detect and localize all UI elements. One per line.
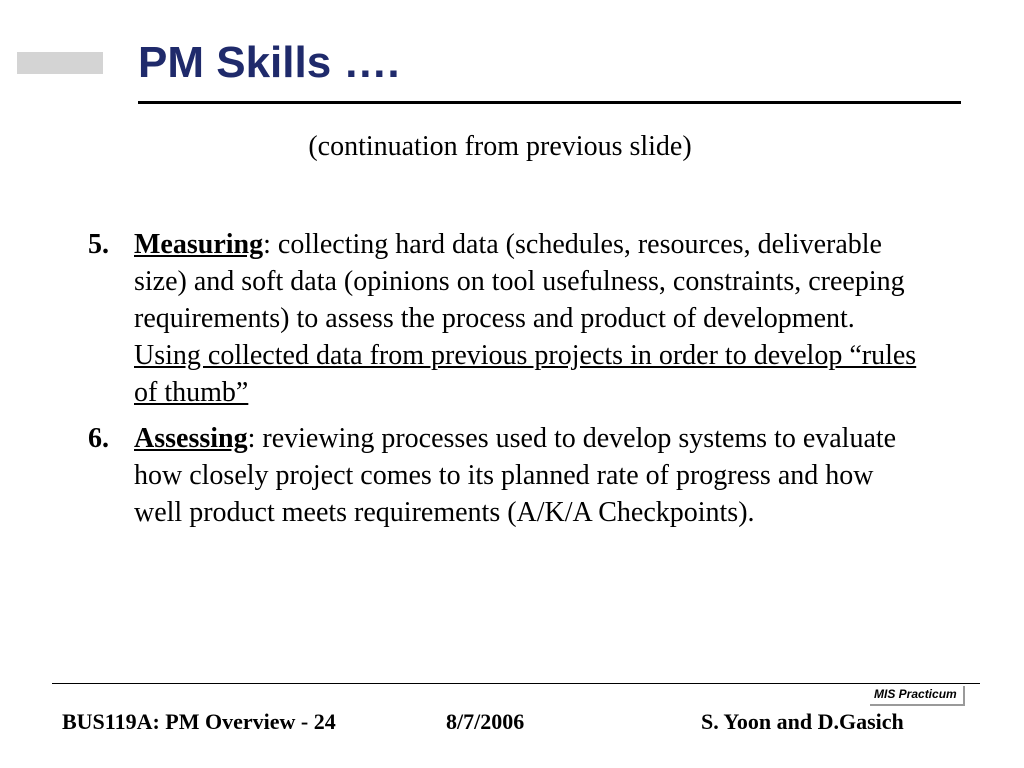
item-text: collecting hard data (schedules, resources, deliverable size) and soft data (opinions on tool usefulness, constraints, creeping requirements) to assess the process and product of development. [134,229,905,334]
title-underline [138,101,961,104]
list-item [88,420,928,531]
footer-course: BUS119A: PM Overview - 24 [62,709,336,734]
footer-badge: MIS Practicum [868,684,963,704]
item-number: 5. [88,229,109,260]
list-item [88,226,928,411]
item-term: Assessing [134,423,248,454]
footer-rule [52,683,980,684]
slide-title: PM Skills …. [138,38,400,87]
slide-subtitle: (continuation from previous slide) [308,131,692,162]
item-text: reviewing processes used to develop systems to evaluate how closely project comes to its planned rate of progress and how well product meets requirements (A/K/A Checkpoints). [134,423,897,528]
skill-list [88,226,928,540]
decorative-bar [17,52,103,74]
footer-date: 8/7/2006 [446,709,525,734]
item-separator: : [247,423,263,454]
footer-authors: S. Yoon and D.Gasich [701,709,904,734]
item-separator: : [263,229,278,260]
item-term: Measuring [134,229,264,260]
item-underlined-text: Using collected data from previous projects in order to develop “rules of thumb” [134,340,917,408]
item-number: 6. [88,423,109,454]
